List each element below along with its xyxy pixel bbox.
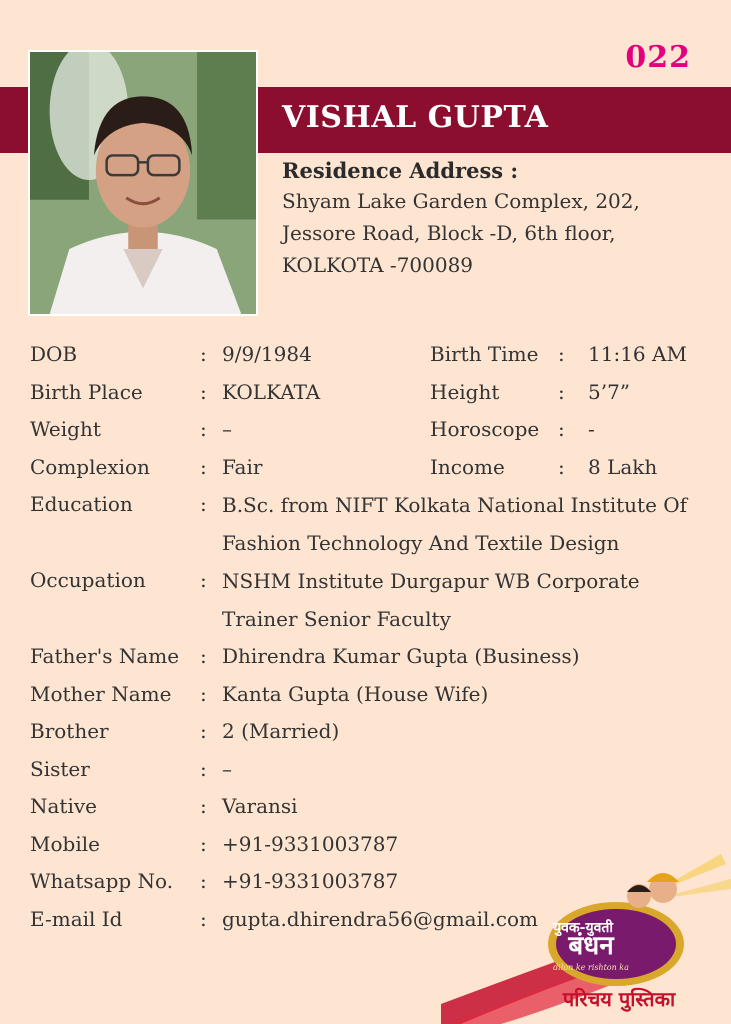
birth-time-value: 11:16 AM <box>588 342 687 366</box>
row-native <box>30 788 720 826</box>
address-line-1: Shyam Lake Garden Complex, 202, <box>282 189 640 213</box>
income-value: 8 Lakh <box>588 454 658 479</box>
weight-value: – <box>222 417 232 441</box>
colon: : <box>200 831 207 856</box>
sister-label: Sister <box>30 756 90 781</box>
row-father <box>30 638 720 676</box>
colon: : <box>200 454 207 479</box>
colon: : <box>200 756 207 781</box>
email-value: gupta.dhirendra56@gmail.com <box>222 906 538 931</box>
dob-value: 9/9/1984 <box>222 342 312 366</box>
colon: : <box>558 342 565 366</box>
colon: : <box>200 492 207 516</box>
native-value: Varansi <box>222 794 298 818</box>
row-birth-place <box>30 374 720 412</box>
address-block <box>282 158 712 281</box>
colon: : <box>200 719 207 743</box>
address-line-3: KOLKOTA -700089 <box>282 253 474 277</box>
profile-photo <box>28 50 258 316</box>
mobile-label: Mobile <box>30 831 100 856</box>
colon: : <box>558 454 565 479</box>
colon: : <box>200 644 207 668</box>
complexion-value: Fair <box>222 454 263 479</box>
sister-value: – <box>222 756 232 781</box>
occupation-line-2: Trainer Senior Faculty <box>222 607 451 631</box>
birth-time-label: Birth Time <box>430 342 539 366</box>
mother-label: Mother Name <box>30 681 172 706</box>
native-label: Native <box>30 794 97 818</box>
colon: : <box>200 568 207 592</box>
logo-subtitle: युवक-युवती <box>553 920 613 936</box>
birth-place-value: KOLKATA <box>222 379 321 404</box>
colon: : <box>558 417 565 441</box>
address-line-2: Jessore Road, Block -D, 6th floor, <box>282 221 616 245</box>
row-weight <box>30 411 720 449</box>
father-value: Dhirendra Kumar Gupta (Business) <box>222 644 580 668</box>
education-label: Education <box>30 492 133 516</box>
details-table <box>30 336 720 938</box>
address-heading: Residence Address : <box>282 158 519 183</box>
colon: : <box>200 794 207 818</box>
logo-tagline: dilon ke rishton ka <box>553 963 629 972</box>
father-label: Father's Name <box>30 644 180 668</box>
profile-name: VISHAL GUPTA <box>282 100 549 135</box>
whatsapp-label: Whatsapp No. <box>30 869 174 893</box>
logo-main-text: बंधन <box>568 931 614 961</box>
colon: : <box>200 417 207 441</box>
bandhan-logo <box>441 854 731 1024</box>
row-dob <box>30 336 720 374</box>
occupation-label: Occupation <box>30 568 146 592</box>
whatsapp-value: +91-9331003787 <box>222 869 399 893</box>
brother-label: Brother <box>30 719 109 743</box>
dob-label: DOB <box>30 342 78 366</box>
height-label: Height <box>430 379 500 404</box>
colon: : <box>200 906 207 931</box>
colon: : <box>200 342 207 366</box>
row-education <box>30 486 720 562</box>
row-mother <box>30 676 720 714</box>
education-line-1: B.Sc. from NIFT Kolkata National Institute Of <box>222 493 688 517</box>
card-number: 022 <box>625 40 691 75</box>
colon: : <box>200 681 207 706</box>
mobile-value: +91-9331003787 <box>222 831 399 856</box>
row-sister <box>30 751 720 789</box>
row-brother <box>30 713 720 751</box>
occupation-value <box>222 562 720 638</box>
horoscope-label: Horoscope <box>430 417 540 441</box>
email-label: E-mail Id <box>30 906 123 931</box>
colon: : <box>558 379 565 404</box>
income-label: Income <box>430 454 505 479</box>
logo-footer: परिचय पुस्तिका <box>562 987 676 1011</box>
horoscope-value: - <box>588 417 595 441</box>
education-line-2: Fashion Technology And Textile Design <box>222 531 620 555</box>
weight-label: Weight <box>30 417 101 441</box>
birth-place-label: Birth Place <box>30 379 143 404</box>
row-complexion <box>30 449 720 487</box>
height-value: 5’7” <box>588 379 631 404</box>
occupation-line-1: NSHM Institute Durgapur WB Corporate <box>222 569 640 593</box>
colon: : <box>200 869 207 893</box>
complexion-label: Complexion <box>30 454 150 479</box>
row-occupation <box>30 562 720 638</box>
mother-value: Kanta Gupta (House Wife) <box>222 681 489 706</box>
colon: : <box>200 379 207 404</box>
brother-value: 2 (Married) <box>222 719 340 743</box>
education-value <box>222 486 720 562</box>
